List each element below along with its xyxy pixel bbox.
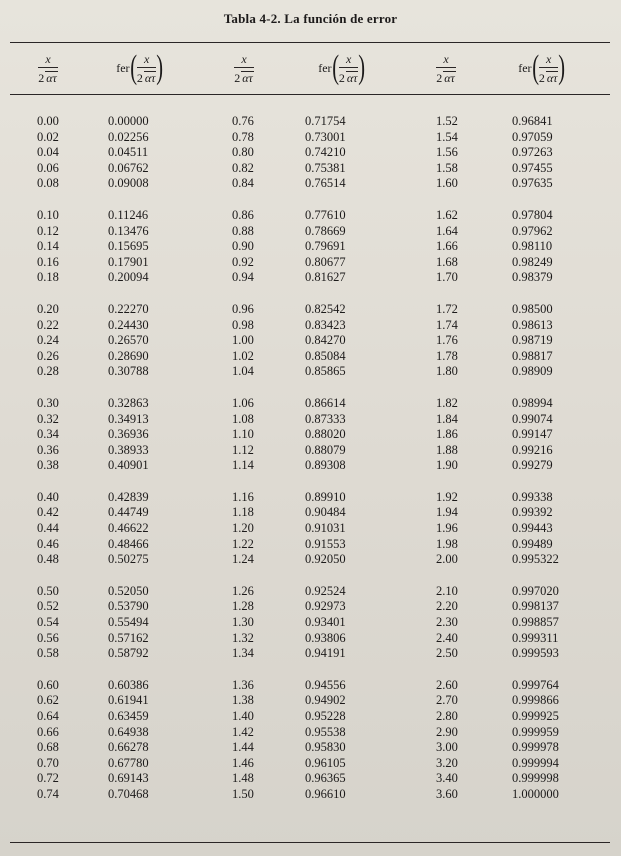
x-value-cell: 0.48 xyxy=(37,552,59,567)
group-spacer xyxy=(436,568,458,584)
x-value-cell: 1.00 xyxy=(232,333,254,348)
fer-value-cell: 0.98909 xyxy=(512,364,553,379)
fer-value-cell: 0.99216 xyxy=(512,442,553,457)
group-spacer xyxy=(108,474,149,490)
group-spacer xyxy=(232,474,254,490)
group-spacer xyxy=(108,286,149,302)
x-value-cell: 0.34 xyxy=(37,427,59,442)
x-value-cell: 1.52 xyxy=(436,114,458,128)
x-value-cell: 2.80 xyxy=(436,709,458,723)
x-value-cell: 0.02 xyxy=(37,129,59,144)
fer-value-cell: 0.98379 xyxy=(512,270,553,285)
fer-value-cell: 0.84270 xyxy=(305,333,346,348)
fer-value-cell: 0.94556 xyxy=(305,677,346,692)
group-spacer xyxy=(512,568,559,584)
group-spacer xyxy=(37,662,59,678)
fer-value-cell: 0.66278 xyxy=(108,740,149,755)
x-value-cell: 1.98 xyxy=(436,536,458,551)
fer-value-cell: 0.60386 xyxy=(108,677,149,692)
group-spacer xyxy=(108,568,149,584)
fer-value-cell: 1.000000 xyxy=(512,786,559,801)
fer-value-cell: 0.53790 xyxy=(108,599,149,614)
fer-value-cell: 0.82542 xyxy=(305,301,346,316)
x-value-cell: 1.94 xyxy=(436,505,458,520)
x-value-cell: 1.54 xyxy=(436,129,458,144)
fer-value-cell: 0.61941 xyxy=(108,693,149,708)
group-spacer xyxy=(436,474,458,490)
fer-value-cell: 0.38933 xyxy=(108,442,149,457)
x-value-cell: 1.34 xyxy=(232,646,254,661)
fer-value-cell: 0.99338 xyxy=(512,489,553,504)
group-spacer xyxy=(232,192,254,208)
group-spacer xyxy=(436,192,458,208)
fer-value-cell: 0.95228 xyxy=(305,709,346,723)
x-value-cell: 0.24 xyxy=(37,333,59,348)
group-spacer xyxy=(512,286,559,302)
x-value-cell: 1.58 xyxy=(436,160,458,175)
group-spacer xyxy=(305,568,346,584)
fer-value-cell: 0.57162 xyxy=(108,630,149,645)
fer-value-cell: 0.99147 xyxy=(512,427,553,442)
fer-value-cell: 0.11246 xyxy=(108,207,149,222)
x-value-cell: 0.98 xyxy=(232,317,254,332)
x-value-cell: 3.40 xyxy=(436,771,458,786)
x-value-cell: 0.66 xyxy=(37,724,59,739)
fer-value-cell: 0.85865 xyxy=(305,364,346,379)
x-value-cell: 1.28 xyxy=(232,599,254,614)
x-value-cell: 0.58 xyxy=(37,646,59,661)
x-value-cell: 1.96 xyxy=(436,521,458,536)
fer-value-cell: 0.93401 xyxy=(305,615,346,630)
fer-value-cell: 0.17901 xyxy=(108,254,149,269)
x-values-column-1 xyxy=(37,114,59,803)
fer-value-cell: 0.88079 xyxy=(305,442,346,457)
x-value-cell: 1.78 xyxy=(436,348,458,363)
fer-value-cell: 0.87333 xyxy=(305,411,346,426)
fer-value-cell: 0.999925 xyxy=(512,709,559,723)
x-value-cell: 1.70 xyxy=(436,270,458,285)
fer-value-cell: 0.30788 xyxy=(108,364,149,379)
x-value-cell: 1.02 xyxy=(232,348,254,363)
top-rule xyxy=(10,42,610,43)
x-value-cell: 0.28 xyxy=(37,364,59,379)
x-value-cell: 1.12 xyxy=(232,442,254,457)
x-value-cell: 0.74 xyxy=(37,786,59,801)
fer-value-cell: 0.97804 xyxy=(512,207,553,222)
fer-value-cell: 0.74210 xyxy=(305,145,346,160)
fer-values-column-1 xyxy=(108,114,149,803)
fer-value-cell: 0.44749 xyxy=(108,505,149,520)
group-spacer xyxy=(37,474,59,490)
x-value-cell: 0.26 xyxy=(37,348,59,363)
table-title: Tabla 4-2. La función de error xyxy=(223,11,398,26)
fer-value-cell: 0.99074 xyxy=(512,411,553,426)
group-spacer xyxy=(512,380,559,396)
fer-value-cell: 0.32863 xyxy=(108,395,149,410)
fer-value-cell: 0.999978 xyxy=(512,740,559,755)
x-value-cell: 2.70 xyxy=(436,693,458,708)
fer-value-cell: 0.58792 xyxy=(108,646,149,661)
x-value-cell: 0.84 xyxy=(232,176,254,191)
x-value-cell: 0.20 xyxy=(37,301,59,316)
fer-value-cell: 0.94191 xyxy=(305,646,346,661)
x-value-cell: 0.90 xyxy=(232,239,254,254)
x-value-cell: 1.22 xyxy=(232,536,254,551)
x-value-cell: 2.30 xyxy=(436,615,458,630)
x-value-cell: 1.44 xyxy=(232,740,254,755)
x-value-cell: 2.50 xyxy=(436,646,458,661)
x-value-cell: 0.14 xyxy=(37,239,59,254)
fer-value-cell: 0.81627 xyxy=(305,270,346,285)
x-values-column-3 xyxy=(436,114,458,803)
x-value-cell: 0.60 xyxy=(37,677,59,692)
x-value-cell: 1.88 xyxy=(436,442,458,457)
x-value-cell: 0.10 xyxy=(37,207,59,222)
fer-value-cell: 0.83423 xyxy=(305,317,346,332)
x-value-cell: 1.32 xyxy=(232,630,254,645)
fer-value-cell: 0.96841 xyxy=(512,114,553,128)
header-rule xyxy=(10,94,610,95)
x-value-cell: 0.94 xyxy=(232,270,254,285)
fer-value-cell: 0.97059 xyxy=(512,129,553,144)
group-spacer xyxy=(512,662,559,678)
x-value-cell: 0.22 xyxy=(37,317,59,332)
fer-value-cell: 0.92973 xyxy=(305,599,346,614)
group-spacer xyxy=(108,192,149,208)
fer-value-cell: 0.69143 xyxy=(108,771,149,786)
fer-value-cell: 0.999959 xyxy=(512,724,559,739)
x-value-cell: 1.84 xyxy=(436,411,458,426)
fer-value-cell: 0.89308 xyxy=(305,458,346,473)
fer-value-cell: 0.99489 xyxy=(512,536,553,551)
group-spacer xyxy=(37,192,59,208)
x-value-cell: 2.20 xyxy=(436,599,458,614)
x-value-cell: 2.90 xyxy=(436,724,458,739)
x-value-cell: 1.86 xyxy=(436,427,458,442)
x-value-cell: 2.00 xyxy=(436,552,458,567)
fer-value-cell: 0.79691 xyxy=(305,239,346,254)
fer-value-cell: 0.99443 xyxy=(512,521,553,536)
header-fer-col-2: fer ( $\frac{x}{2 \alpha\tau}$ ) xyxy=(318,49,366,86)
group-spacer xyxy=(305,286,346,302)
x-value-cell: 2.60 xyxy=(436,677,458,692)
x-value-cell: 1.16 xyxy=(232,489,254,504)
fer-value-cell: 0.98110 xyxy=(512,239,553,254)
group-spacer xyxy=(512,474,559,490)
bottom-rule xyxy=(10,842,610,843)
x-value-cell: 1.24 xyxy=(232,552,254,567)
x-value-cell: 0.52 xyxy=(37,599,59,614)
fer-value-cell: 0.98994 xyxy=(512,395,553,410)
x-value-cell: 0.56 xyxy=(37,630,59,645)
fer-value-cell: 0.96105 xyxy=(305,755,346,770)
group-spacer xyxy=(108,380,149,396)
fer-value-cell: 0.92524 xyxy=(305,583,346,598)
fer-value-cell: 0.999994 xyxy=(512,755,559,770)
fer-value-cell: 0.80677 xyxy=(305,254,346,269)
fer-value-cell: 0.50275 xyxy=(108,552,149,567)
fer-value-cell: 0.15695 xyxy=(108,239,149,254)
x-value-cell: 0.30 xyxy=(37,395,59,410)
header-fer-col-1: fer ( $\frac{x}{2 \alpha\tau}$ ) xyxy=(116,49,164,86)
x-value-cell: 0.42 xyxy=(37,505,59,520)
fer-value-cell: 0.999764 xyxy=(512,677,559,692)
x-value-cell: 1.10 xyxy=(232,427,254,442)
x-value-cell: 0.50 xyxy=(37,583,59,598)
x-value-cell: 1.18 xyxy=(232,505,254,520)
x-value-cell: 1.72 xyxy=(436,301,458,316)
x-value-cell: 0.16 xyxy=(37,254,59,269)
x-value-cell: 1.92 xyxy=(436,489,458,504)
x-value-cell: 1.68 xyxy=(436,254,458,269)
fer-value-cell: 0.93806 xyxy=(305,630,346,645)
x-value-cell: 0.46 xyxy=(37,536,59,551)
x-value-cell: 1.80 xyxy=(436,364,458,379)
fer-value-cell: 0.999311 xyxy=(512,630,559,645)
x-value-cell: 2.10 xyxy=(436,583,458,598)
x-value-cell: 3.20 xyxy=(436,755,458,770)
x-value-cell: 0.40 xyxy=(37,489,59,504)
x-value-cell: 1.14 xyxy=(232,458,254,473)
group-spacer xyxy=(305,474,346,490)
fer-value-cell: 0.88020 xyxy=(305,427,346,442)
fer-value-cell: 0.998857 xyxy=(512,615,559,630)
x-values-column-2 xyxy=(232,114,254,803)
x-fraction: $\frac{x}{2 \alpha\tau}$ xyxy=(38,51,57,85)
fer-value-cell: 0.70468 xyxy=(108,786,149,801)
fer-value-cell: 0.22270 xyxy=(108,301,149,316)
fer-value-cell: 0.77610 xyxy=(305,207,346,222)
group-spacer xyxy=(232,286,254,302)
x-value-cell: 0.72 xyxy=(37,771,59,786)
group-spacer xyxy=(232,568,254,584)
fer-value-cell: 0.04511 xyxy=(108,145,149,160)
fer-value-cell: 0.52050 xyxy=(108,583,149,598)
x-value-cell: 1.60 xyxy=(436,176,458,191)
fer-values-column-3 xyxy=(512,114,559,803)
fer-value-cell: 0.34913 xyxy=(108,411,149,426)
x-value-cell: 0.88 xyxy=(232,223,254,238)
x-value-cell: 0.82 xyxy=(232,160,254,175)
fer-value-cell: 0.98817 xyxy=(512,348,553,363)
x-value-cell: 0.78 xyxy=(232,129,254,144)
group-spacer xyxy=(436,380,458,396)
x-value-cell: 1.74 xyxy=(436,317,458,332)
x-value-cell: 1.20 xyxy=(232,521,254,536)
x-value-cell: 0.06 xyxy=(37,160,59,175)
fer-value-cell: 0.89910 xyxy=(305,489,346,504)
fer-value-cell: 0.98719 xyxy=(512,333,553,348)
x-value-cell: 0.76 xyxy=(232,114,254,128)
fer-value-cell: 0.995322 xyxy=(512,552,559,567)
fer-value-cell: 0.96610 xyxy=(305,786,346,801)
x-value-cell: 0.54 xyxy=(37,615,59,630)
fer-value-cell: 0.63459 xyxy=(108,709,149,723)
fer-value-cell: 0.00000 xyxy=(108,114,149,128)
fer-value-cell: 0.90484 xyxy=(305,505,346,520)
fer-value-cell: 0.97263 xyxy=(512,145,553,160)
group-spacer xyxy=(305,662,346,678)
group-spacer xyxy=(305,380,346,396)
fer-value-cell: 0.67780 xyxy=(108,755,149,770)
x-value-cell: 1.38 xyxy=(232,693,254,708)
fer-value-cell: 0.97962 xyxy=(512,223,553,238)
fer-value-cell: 0.98500 xyxy=(512,301,553,316)
x-value-cell: 1.62 xyxy=(436,207,458,222)
header-fer-col-3: fer ( $\frac{x}{2 \alpha\tau}$ ) xyxy=(518,49,566,86)
x-value-cell: 0.64 xyxy=(37,709,59,723)
group-spacer xyxy=(305,192,346,208)
group-spacer xyxy=(37,568,59,584)
fer-value-cell: 0.73001 xyxy=(305,129,346,144)
fer-value-cell: 0.55494 xyxy=(108,615,149,630)
fer-value-cell: 0.998137 xyxy=(512,599,559,614)
fer-value-cell: 0.91553 xyxy=(305,536,346,551)
x-value-cell: 3.00 xyxy=(436,740,458,755)
fer-value-cell: 0.999866 xyxy=(512,693,559,708)
x-value-cell: 0.80 xyxy=(232,145,254,160)
x-value-cell: 3.60 xyxy=(436,786,458,801)
fer-value-cell: 0.42839 xyxy=(108,489,149,504)
fer-value-cell: 0.09008 xyxy=(108,176,149,191)
fer-values-column-2 xyxy=(305,114,346,803)
x-value-cell: 1.56 xyxy=(436,145,458,160)
group-spacer xyxy=(232,380,254,396)
x-value-cell: 1.90 xyxy=(436,458,458,473)
fer-value-cell: 0.48466 xyxy=(108,536,149,551)
fer-value-cell: 0.28690 xyxy=(108,348,149,363)
x-value-cell: 0.62 xyxy=(37,693,59,708)
fer-value-cell: 0.86614 xyxy=(305,395,346,410)
header-x-col-3: $\frac{x}{2 \alpha\tau}$ xyxy=(436,51,455,85)
x-value-cell: 1.46 xyxy=(232,755,254,770)
fer-value-cell: 0.97635 xyxy=(512,176,553,191)
fer-value-cell: 0.78669 xyxy=(305,223,346,238)
fer-value-cell: 0.94902 xyxy=(305,693,346,708)
fer-value-cell: 0.02256 xyxy=(108,129,149,144)
x-value-cell: 0.00 xyxy=(37,114,59,128)
x-value-cell: 1.64 xyxy=(436,223,458,238)
x-value-cell: 0.32 xyxy=(37,411,59,426)
fer-value-cell: 0.95538 xyxy=(305,724,346,739)
fer-value-cell: 0.36936 xyxy=(108,427,149,442)
fer-value-cell: 0.20094 xyxy=(108,270,149,285)
fer-value-cell: 0.13476 xyxy=(108,223,149,238)
x-value-cell: 1.30 xyxy=(232,615,254,630)
x-value-cell: 1.82 xyxy=(436,395,458,410)
x-value-cell: 1.76 xyxy=(436,333,458,348)
x-value-cell: 1.40 xyxy=(232,709,254,723)
header-x-col-1 xyxy=(18,46,78,90)
fer-value-cell: 0.92050 xyxy=(305,552,346,567)
x-value-cell: 1.48 xyxy=(232,771,254,786)
fer-value-cell: 0.999593 xyxy=(512,646,559,661)
fer-value-cell: 0.96365 xyxy=(305,771,346,786)
fer-value-cell: 0.997020 xyxy=(512,583,559,598)
fer-value-cell: 0.85084 xyxy=(305,348,346,363)
x-value-cell: 1.04 xyxy=(232,364,254,379)
fer-value-cell: 0.40901 xyxy=(108,458,149,473)
x-value-cell: 0.86 xyxy=(232,207,254,222)
x-value-cell: 0.12 xyxy=(37,223,59,238)
group-spacer xyxy=(232,662,254,678)
x-value-cell: 0.04 xyxy=(37,145,59,160)
fer-value-cell: 0.64938 xyxy=(108,724,149,739)
fer-value-cell: 0.24430 xyxy=(108,317,149,332)
x-value-cell: 1.26 xyxy=(232,583,254,598)
fer-value-cell: 0.26570 xyxy=(108,333,149,348)
x-value-cell: 0.08 xyxy=(37,176,59,191)
x-value-cell: 0.36 xyxy=(37,442,59,457)
group-spacer xyxy=(108,662,149,678)
x-value-cell: 0.70 xyxy=(37,755,59,770)
group-spacer xyxy=(37,286,59,302)
x-value-cell: 0.44 xyxy=(37,521,59,536)
fer-value-cell: 0.06762 xyxy=(108,160,149,175)
fer-value-cell: 0.91031 xyxy=(305,521,346,536)
x-value-cell: 1.50 xyxy=(232,786,254,801)
fer-value-cell: 0.95830 xyxy=(305,740,346,755)
group-spacer xyxy=(37,380,59,396)
group-spacer xyxy=(436,286,458,302)
x-value-cell: 1.36 xyxy=(232,677,254,692)
x-value-cell: 1.08 xyxy=(232,411,254,426)
header-x-col-2: $\frac{x}{2 \alpha\tau}$ xyxy=(234,51,253,85)
x-value-cell: 0.92 xyxy=(232,254,254,269)
fer-value-cell: 0.98249 xyxy=(512,254,553,269)
fer-value-cell: 0.999998 xyxy=(512,771,559,786)
group-spacer xyxy=(512,192,559,208)
fer-value-cell: 0.99279 xyxy=(512,458,553,473)
x-value-cell: 1.42 xyxy=(232,724,254,739)
x-value-cell: 0.68 xyxy=(37,740,59,755)
fer-value-cell: 0.99392 xyxy=(512,505,553,520)
fer-value-cell: 0.75381 xyxy=(305,160,346,175)
x-value-cell: 0.96 xyxy=(232,301,254,316)
x-value-cell: 1.06 xyxy=(232,395,254,410)
fer-value-cell: 0.71754 xyxy=(305,114,346,128)
fer-value-cell: 0.98613 xyxy=(512,317,553,332)
fer-value-cell: 0.97455 xyxy=(512,160,553,175)
x-value-cell: 0.18 xyxy=(37,270,59,285)
x-value-cell: 2.40 xyxy=(436,630,458,645)
x-value-cell: 0.38 xyxy=(37,458,59,473)
fer-value-cell: 0.46622 xyxy=(108,521,149,536)
group-spacer xyxy=(436,662,458,678)
fer-value-cell: 0.76514 xyxy=(305,176,346,191)
x-value-cell: 1.66 xyxy=(436,239,458,254)
